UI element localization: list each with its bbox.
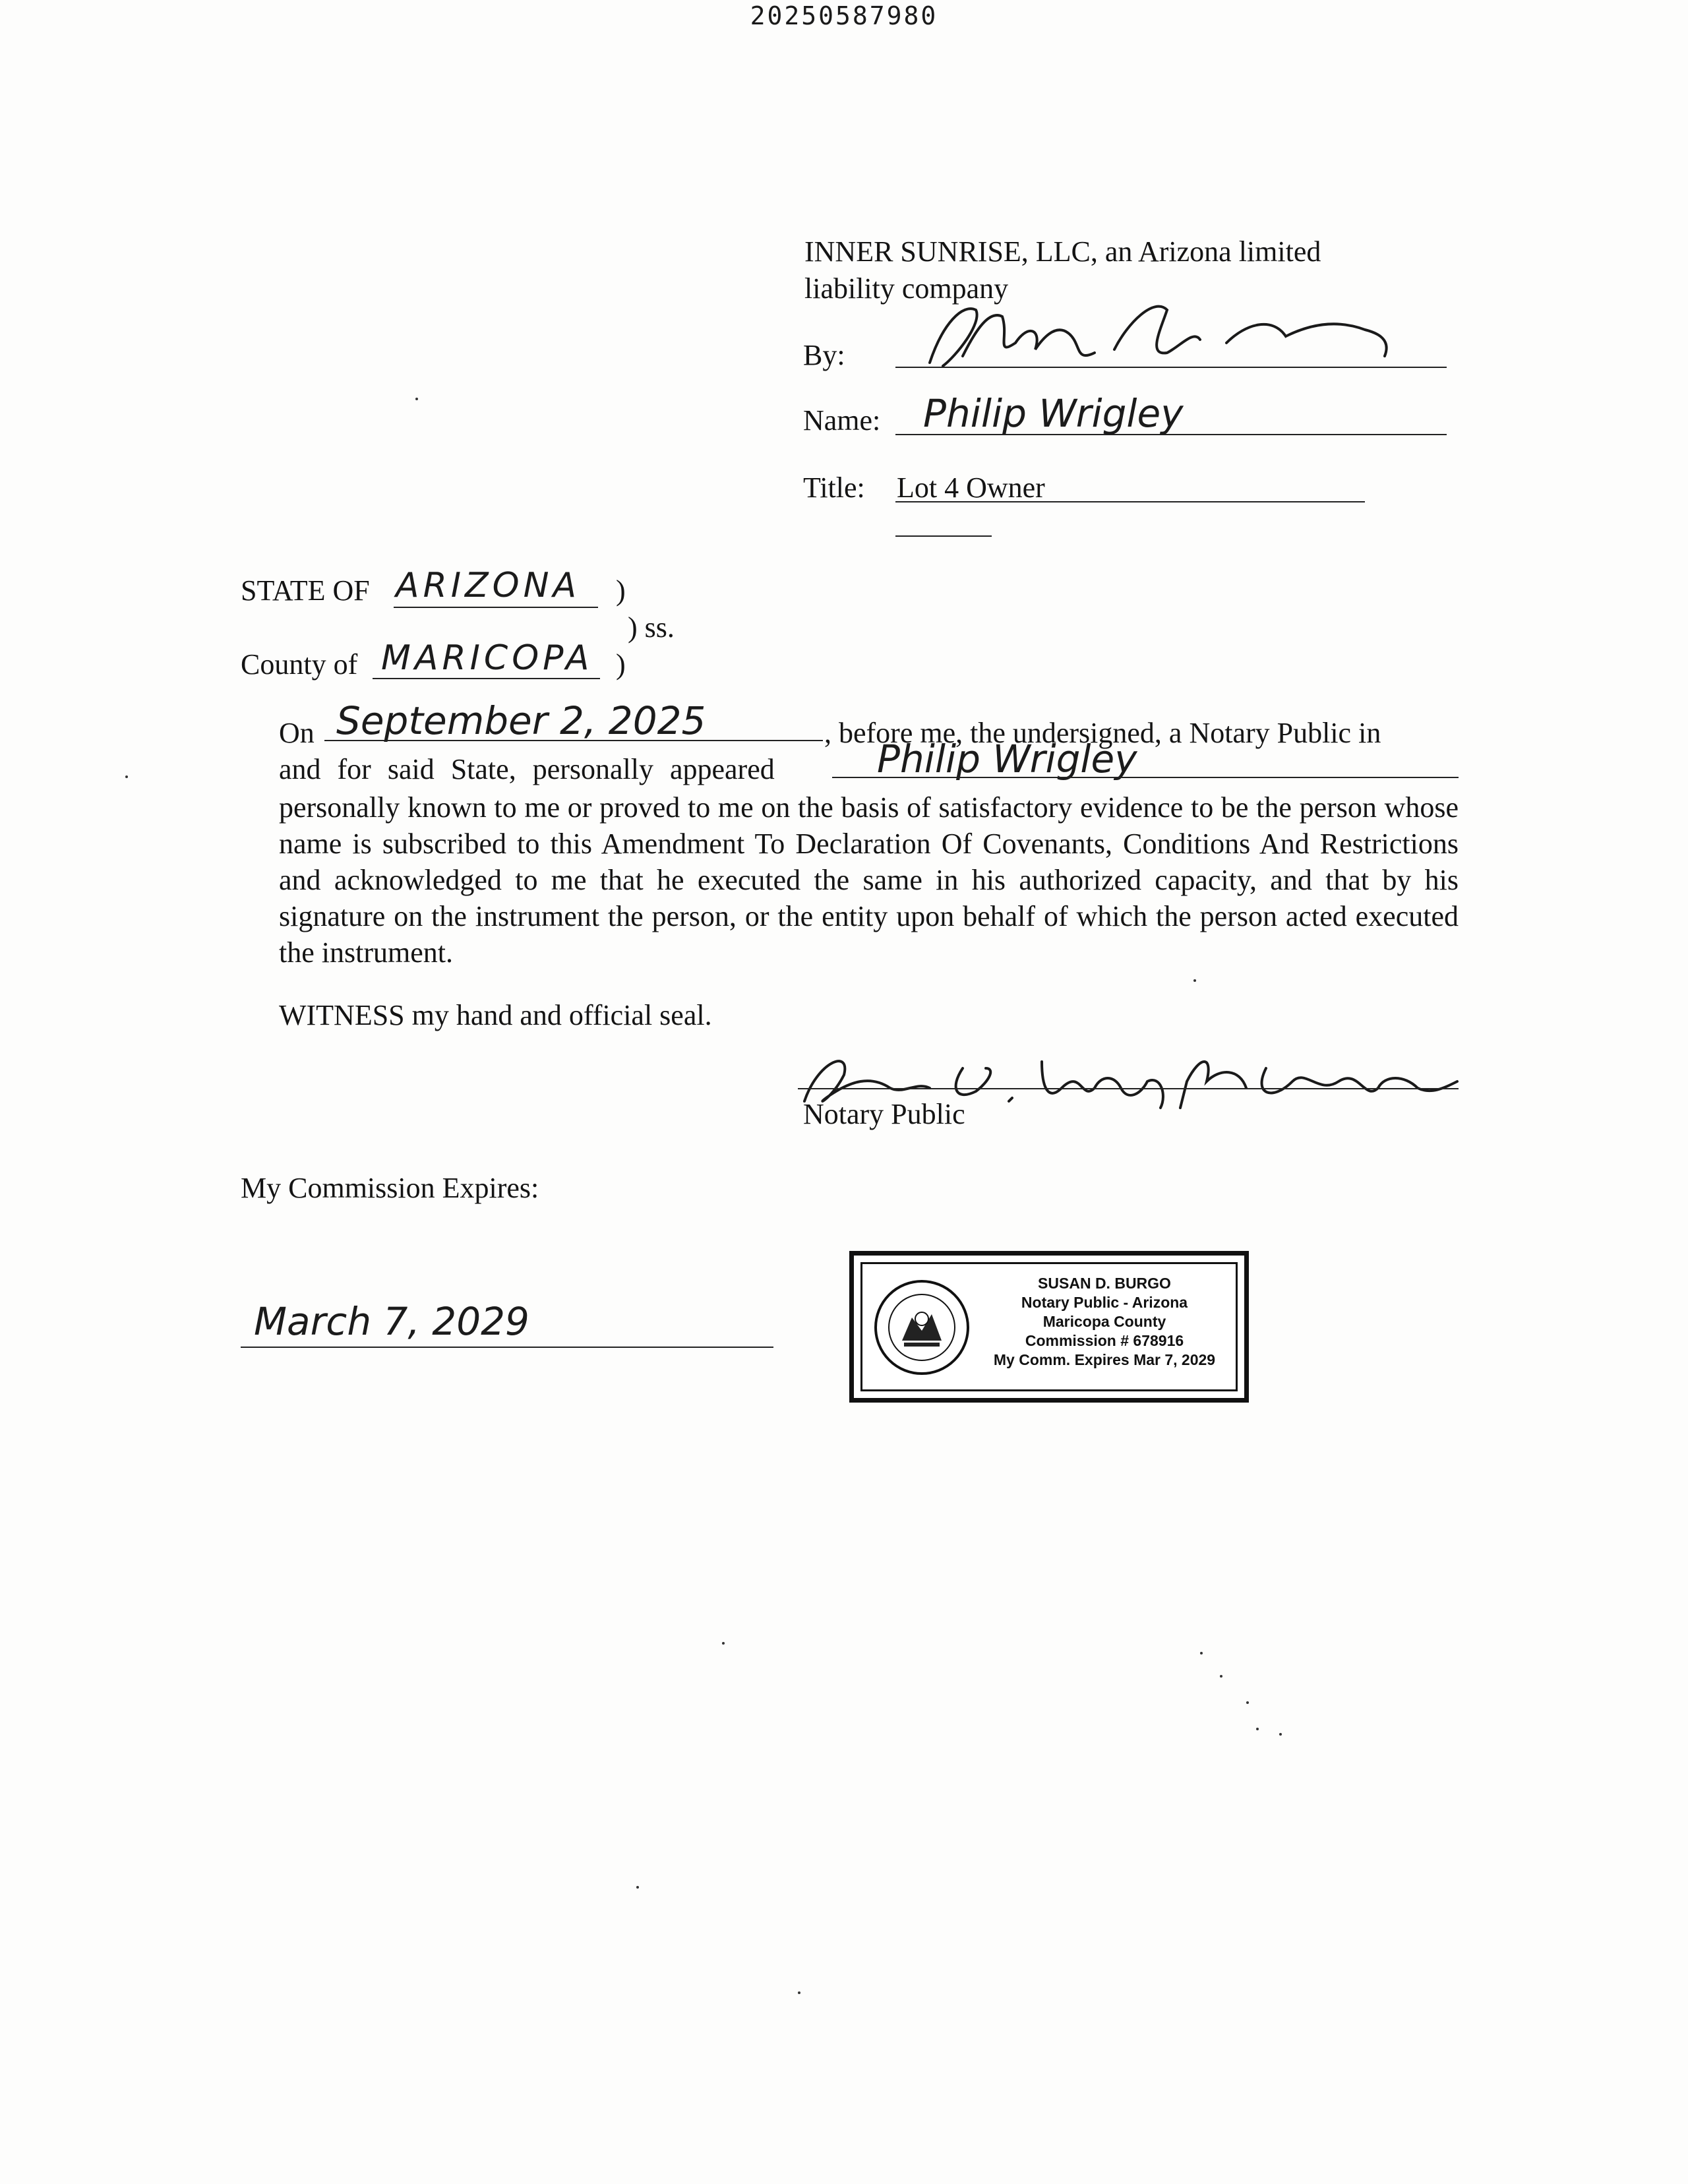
- county-line: [373, 678, 600, 679]
- stamp-text: [986, 1274, 1223, 1370]
- stamp-line-title: Notary Public - Arizona: [1021, 1294, 1188, 1311]
- on-label: On: [279, 717, 315, 749]
- witness-line: WITNESS my hand and official seal.: [279, 999, 712, 1031]
- ack-line1: , before me, the undersigned, a Notary Public in: [824, 717, 1381, 749]
- scan-speck: [636, 1886, 639, 1889]
- scan-speck: [1246, 1701, 1249, 1704]
- company-name-line1: INNER SUNRISE, LLC, an Arizona limited: [804, 235, 1321, 268]
- commission-date-line: [241, 1347, 773, 1348]
- notary-stamp: [849, 1251, 1249, 1403]
- stamp-line-expires: My Comm. Expires Mar 7, 2029: [993, 1351, 1216, 1368]
- stamp-line-commission: Commission # 678916: [1025, 1332, 1184, 1349]
- title-value: Lot 4 Owner: [897, 471, 1045, 504]
- title-label: Title:: [803, 471, 865, 504]
- signer-name-handwritten: Philip Wrigley: [923, 391, 1184, 436]
- ss-marker: ) ss.: [628, 611, 675, 644]
- notary-public-label: Notary Public: [803, 1098, 965, 1130]
- date-line: [324, 740, 823, 741]
- commission-date-handwritten: March 7, 2029: [254, 1299, 529, 1344]
- title-line: [895, 501, 1365, 502]
- scan-speck: [1220, 1675, 1222, 1678]
- scan-speck: [1279, 1733, 1282, 1736]
- scan-speck: [1200, 1652, 1203, 1654]
- ack-body-text: personally known to me or proved to me on the basis of satisfactory evidence to be the person whose name is subscribed to this Amendment To Declaration Of Covenants, Conditions And Restrictions and acknowledged to me that he executed the same in his authorized capacity, and that by his signature on the instrument the person, or the entity upon behalf of which the person acted executed the instrument.: [279, 791, 1459, 969]
- stamp-line-county: Maricopa County: [1042, 1313, 1166, 1330]
- by-label: By:: [803, 339, 845, 371]
- county-label: County of: [241, 648, 358, 681]
- commission-expires-label: My Commission Expires:: [241, 1172, 539, 1204]
- record-number: 20250587980: [750, 1, 938, 30]
- county-value-handwritten: MARICOPA: [381, 638, 593, 678]
- state-value-handwritten: ARIZONA: [396, 566, 581, 605]
- title-line-2: [895, 535, 992, 537]
- stamp-line-name: SUSAN D. BURGO: [1038, 1275, 1171, 1292]
- name-label: Name:: [803, 404, 881, 437]
- scan-speck: [798, 1991, 800, 1994]
- appeared-name-handwritten: Philip Wrigley: [877, 737, 1137, 781]
- appeared-name-line: [832, 777, 1459, 778]
- date-handwritten: September 2, 2025: [336, 698, 706, 743]
- owner-signature: [917, 284, 1418, 382]
- scan-speck: [722, 1642, 725, 1645]
- state-paren: ): [616, 574, 626, 607]
- state-label: STATE OF: [241, 574, 370, 607]
- scan-speck: [1193, 979, 1196, 982]
- arizona-seal-icon: [872, 1278, 971, 1377]
- scan-speck: [415, 398, 418, 400]
- ack-body: [279, 789, 1459, 971]
- state-line: [394, 607, 598, 608]
- notary-signature-line: [798, 1088, 1459, 1089]
- company-name-line2: liability company: [804, 272, 1009, 305]
- county-paren: ): [616, 648, 626, 681]
- ack-line2: and for said State, personally appeared: [279, 753, 775, 785]
- scan-speck: [125, 775, 128, 778]
- scan-speck: [1256, 1728, 1259, 1730]
